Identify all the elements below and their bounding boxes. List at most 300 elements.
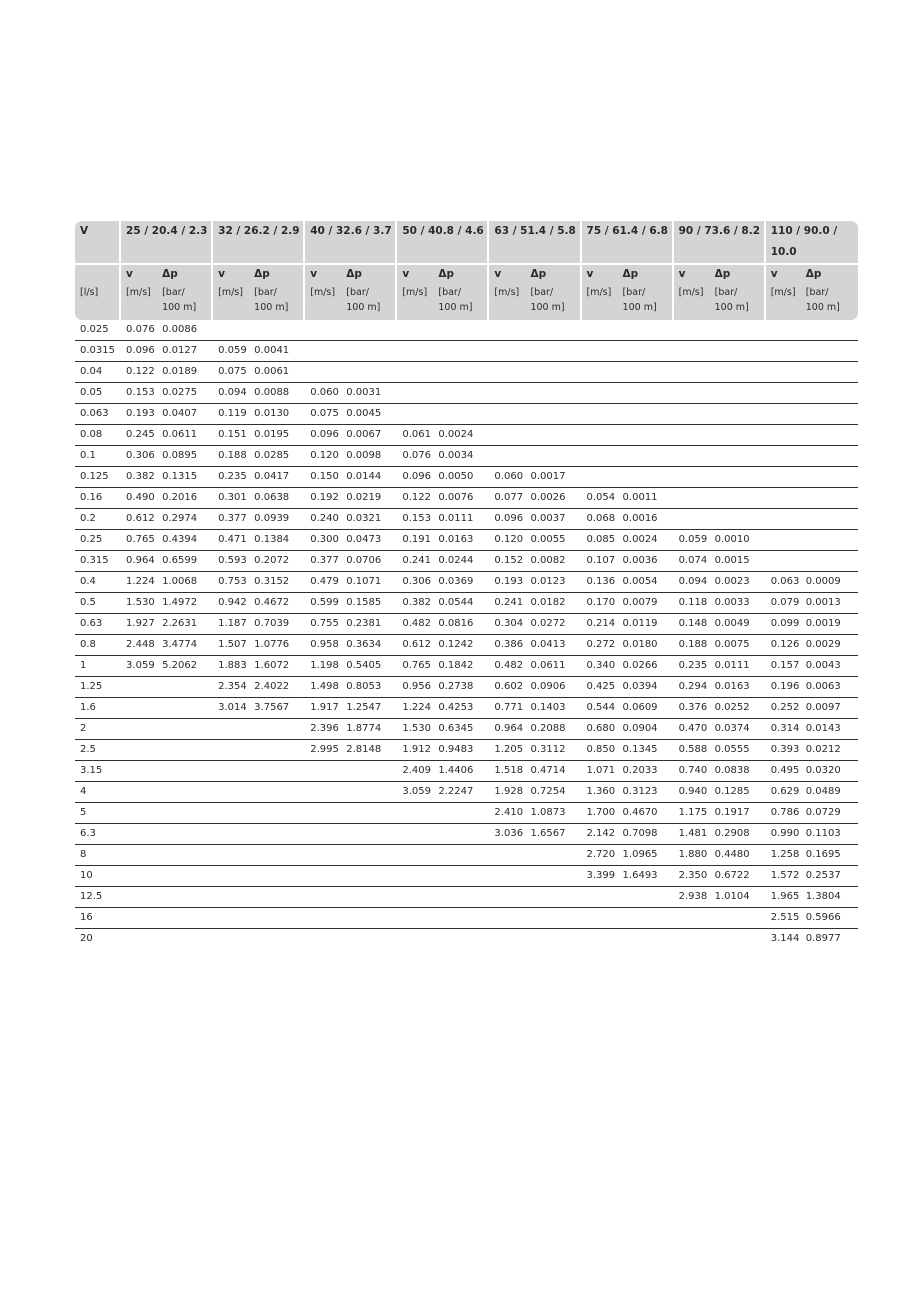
velocity-cell: 0.753 xyxy=(211,572,249,593)
velocity-cell: 0.393 xyxy=(764,740,801,761)
velocity-cell: 0.188 xyxy=(211,446,249,467)
header-pressure-drop-2: Δp xyxy=(249,263,303,283)
pressure-drop-cell xyxy=(341,782,395,803)
header-pressure-unit-line1: [bar/ xyxy=(254,287,277,298)
velocity-cell: 0.425 xyxy=(580,677,618,698)
velocity-cell xyxy=(119,761,157,782)
pressure-drop-cell: 0.0023 xyxy=(710,572,764,593)
header-velocity-5: v xyxy=(487,263,525,283)
pressure-drop-cell xyxy=(157,698,211,719)
velocity-cell xyxy=(119,887,157,908)
velocity-cell xyxy=(119,782,157,803)
pressure-drop-cell xyxy=(801,530,858,551)
velocity-cell: 0.075 xyxy=(303,404,341,425)
velocity-cell xyxy=(580,929,618,949)
flow-rate-cell: 0.315 xyxy=(75,551,119,572)
header-pipe-size-3: 40 / 32.6 / 3.7 xyxy=(303,221,395,263)
pressure-drop-cell xyxy=(710,320,764,341)
pressure-drop-cell xyxy=(525,320,579,341)
velocity-cell xyxy=(672,929,710,949)
pressure-drop-cell: 3.4774 xyxy=(157,635,211,656)
velocity-cell: 1.572 xyxy=(764,866,801,887)
velocity-cell xyxy=(119,824,157,845)
velocity-cell xyxy=(764,383,801,404)
velocity-cell: 0.054 xyxy=(580,488,618,509)
pressure-drop-cell xyxy=(433,341,487,362)
header-velocity-8: v xyxy=(764,263,801,283)
velocity-cell: 1.700 xyxy=(580,803,618,824)
pressure-drop-cell xyxy=(157,803,211,824)
velocity-cell: 0.301 xyxy=(211,488,249,509)
velocity-cell: 1.198 xyxy=(303,656,341,677)
velocity-cell: 0.118 xyxy=(672,593,710,614)
header-velocity-unit-5: [m/s] xyxy=(487,283,525,320)
table-row xyxy=(75,740,858,761)
pressure-drop-cell xyxy=(525,446,579,467)
pressure-drop-cell: 0.0266 xyxy=(618,656,672,677)
pressure-drop-cell: 0.0555 xyxy=(710,740,764,761)
velocity-cell xyxy=(119,908,157,929)
velocity-cell: 0.314 xyxy=(764,719,801,740)
flow-rate-cell: 0.05 xyxy=(75,383,119,404)
velocity-cell: 1.530 xyxy=(119,593,157,614)
velocity-cell: 0.629 xyxy=(764,782,801,803)
pressure-drop-cell xyxy=(341,887,395,908)
velocity-cell: 1.224 xyxy=(395,698,433,719)
pressure-drop-cell xyxy=(341,845,395,866)
pressure-drop-cell xyxy=(525,908,579,929)
header-velocity-6: v xyxy=(580,263,618,283)
velocity-cell: 0.272 xyxy=(580,635,618,656)
velocity-cell: 3.144 xyxy=(770,933,800,944)
velocity-cell xyxy=(395,362,433,383)
velocity-cell: 0.240 xyxy=(303,509,341,530)
velocity-cell: 0.599 xyxy=(303,593,341,614)
velocity-cell: 0.076 xyxy=(395,446,433,467)
velocity-cell: 0.075 xyxy=(211,362,249,383)
pressure-drop-cell: 1.4972 xyxy=(157,593,211,614)
header-pressure-unit-line1: [bar/ xyxy=(805,287,829,298)
velocity-cell: 0.096 xyxy=(303,425,341,446)
velocity-cell: 0.490 xyxy=(119,488,157,509)
pressure-drop-cell: 0.0079 xyxy=(618,593,672,614)
velocity-cell: 0.060 xyxy=(487,467,525,488)
velocity-cell: 0.214 xyxy=(580,614,618,635)
pressure-drop-cell: 0.0063 xyxy=(801,677,858,698)
pressure-drop-cell: 0.0706 xyxy=(341,551,395,572)
pressure-drop-cell: 0.0067 xyxy=(341,425,395,446)
velocity-cell: 0.063 xyxy=(764,572,801,593)
flow-rate-cell: 0.5 xyxy=(75,593,119,614)
velocity-cell xyxy=(119,719,157,740)
pressure-drop-cell: 0.8053 xyxy=(341,677,395,698)
velocity-cell: 0.119 xyxy=(211,404,249,425)
header-pipe-size-7: 90 / 73.6 / 8.2 xyxy=(672,221,764,263)
pressure-drop-cell: 0.0611 xyxy=(157,425,211,446)
velocity-cell xyxy=(395,341,433,362)
velocity-cell: 0.588 xyxy=(672,740,710,761)
pressure-drop-cell: 0.0075 xyxy=(710,635,764,656)
velocity-cell: 0.304 xyxy=(487,614,525,635)
flow-rate-cell: 2.5 xyxy=(75,740,119,761)
table-row xyxy=(75,488,858,509)
pressure-drop-cell: 0.1315 xyxy=(157,467,211,488)
velocity-cell: 0.096 xyxy=(395,467,433,488)
header-pressure-unit-line1: [bar/ xyxy=(162,287,185,298)
pressure-drop-cell: 0.0374 xyxy=(710,719,764,740)
velocity-cell: 0.958 xyxy=(303,635,341,656)
velocity-cell xyxy=(395,887,433,908)
pressure-drop-cell: 0.0024 xyxy=(433,425,487,446)
header-pressure-drop-5: Δp xyxy=(525,263,579,283)
velocity-cell: 0.085 xyxy=(580,530,618,551)
velocity-cell: 0.120 xyxy=(487,530,525,551)
table-row xyxy=(75,803,858,824)
pressure-drop-cell: 0.0026 xyxy=(525,488,579,509)
velocity-cell xyxy=(672,404,710,425)
velocity-cell: 0.765 xyxy=(395,656,433,677)
header-pressure-drop-8: Δp xyxy=(801,263,858,283)
velocity-cell: 0.252 xyxy=(764,698,801,719)
velocity-cell: 1.917 xyxy=(303,698,341,719)
pressure-drop-cell: 0.0489 xyxy=(801,782,858,803)
velocity-cell xyxy=(672,341,710,362)
velocity-cell: 1.880 xyxy=(672,845,710,866)
velocity-cell xyxy=(487,341,525,362)
pressure-drop-cell xyxy=(710,383,764,404)
velocity-cell: 0.122 xyxy=(395,488,433,509)
velocity-cell xyxy=(580,362,618,383)
velocity-cell xyxy=(303,362,341,383)
pressure-drop-cell: 0.4714 xyxy=(525,761,579,782)
table-row xyxy=(75,446,858,467)
flow-rate-cell: 0.25 xyxy=(75,530,119,551)
pressure-drop-cell xyxy=(525,845,579,866)
pressure-drop-cell: 0.2908 xyxy=(710,824,764,845)
pressure-drop-cell xyxy=(618,341,672,362)
pressure-drop-cell: 0.0033 xyxy=(710,593,764,614)
velocity-cell: 0.126 xyxy=(764,635,801,656)
pressure-drop-cell: 0.0123 xyxy=(525,572,579,593)
velocity-cell xyxy=(672,467,710,488)
velocity-cell: 2.515 xyxy=(764,908,801,929)
velocity-cell xyxy=(303,824,341,845)
pressure-drop-cell: 0.0111 xyxy=(433,509,487,530)
pressure-drop-cell: 0.0013 xyxy=(801,593,858,614)
velocity-cell xyxy=(211,887,249,908)
pressure-drop-cell: 0.0029 xyxy=(801,635,858,656)
table-row xyxy=(75,509,858,530)
pressure-drop-cell: 0.0189 xyxy=(157,362,211,383)
pressure-drop-cell xyxy=(801,446,858,467)
velocity-cell xyxy=(580,467,618,488)
velocity-cell: 0.470 xyxy=(672,719,710,740)
pressure-drop-cell: 0.0244 xyxy=(433,551,487,572)
header-velocity-1: v xyxy=(119,263,157,283)
pressure-drop-cell: 0.0369 xyxy=(433,572,487,593)
table-row xyxy=(75,845,858,866)
velocity-cell xyxy=(580,446,618,467)
pressure-drop-cell xyxy=(801,404,858,425)
pressure-drop-cell: 0.0143 xyxy=(801,719,858,740)
pressure-drop-cell: 1.6493 xyxy=(618,866,672,887)
velocity-cell: 0.068 xyxy=(580,509,618,530)
header-velocity-unit-3: [m/s] xyxy=(303,283,341,320)
pressure-loss-table-container xyxy=(75,221,858,949)
pressure-drop-cell: 0.0017 xyxy=(525,467,579,488)
velocity-cell: 1.224 xyxy=(119,572,157,593)
velocity-cell: 2.142 xyxy=(580,824,618,845)
pressure-drop-cell: 0.0016 xyxy=(618,509,672,530)
pressure-drop-cell xyxy=(710,404,764,425)
velocity-cell: 0.157 xyxy=(764,656,801,677)
header-pressure-drop-7: Δp xyxy=(710,263,764,283)
velocity-cell: 1.175 xyxy=(672,803,710,824)
pressure-drop-cell xyxy=(801,320,858,341)
table-header xyxy=(75,221,858,320)
velocity-cell: 0.099 xyxy=(764,614,801,635)
pressure-drop-cell: 0.0097 xyxy=(801,698,858,719)
pressure-drop-cell xyxy=(157,740,211,761)
flow-rate-cell: 8 xyxy=(75,845,119,866)
velocity-cell: 2.410 xyxy=(487,803,525,824)
pressure-drop-cell xyxy=(801,551,858,572)
velocity-cell: 1.507 xyxy=(211,635,249,656)
pressure-drop-cell: 0.0609 xyxy=(618,698,672,719)
velocity-cell xyxy=(487,845,525,866)
velocity-cell xyxy=(764,341,801,362)
header-flow-label: V xyxy=(75,221,119,263)
velocity-cell xyxy=(211,320,249,341)
velocity-cell: 2.938 xyxy=(672,887,710,908)
table-row xyxy=(75,761,858,782)
pressure-drop-cell: 1.2547 xyxy=(341,698,395,719)
velocity-cell: 0.191 xyxy=(395,530,433,551)
header-pipe-size-8: 110 / 90.0 / 10.0 xyxy=(764,221,858,263)
velocity-cell: 0.096 xyxy=(487,509,525,530)
pressure-drop-cell xyxy=(157,845,211,866)
pressure-drop-cell: 1.3804 xyxy=(801,887,858,908)
pressure-drop-cell xyxy=(157,719,211,740)
pressure-drop-cell xyxy=(710,929,764,949)
header-pipe-size-2: 32 / 26.2 / 2.9 xyxy=(211,221,303,263)
velocity-cell: 0.153 xyxy=(395,509,433,530)
pressure-drop-cell: 0.0011 xyxy=(618,488,672,509)
flow-rate-cell: 6.3 xyxy=(75,824,119,845)
header-pressure-unit-line2: 100 m] xyxy=(254,302,289,313)
velocity-cell xyxy=(395,908,433,929)
pressure-drop-cell: 0.0272 xyxy=(525,614,579,635)
pressure-drop-cell: 0.0043 xyxy=(801,656,858,677)
velocity-cell xyxy=(395,824,433,845)
velocity-cell: 0.192 xyxy=(303,488,341,509)
flow-rate-cell: 0.08 xyxy=(75,425,119,446)
header-pressure-unit-line2: 100 m] xyxy=(162,302,197,313)
pressure-drop-cell: 2.2631 xyxy=(157,614,211,635)
flow-rate-cell: 0.4 xyxy=(75,572,119,593)
velocity-cell: 3.399 xyxy=(580,866,618,887)
velocity-cell xyxy=(580,383,618,404)
velocity-cell xyxy=(395,383,433,404)
velocity-cell: 2.350 xyxy=(672,866,710,887)
pressure-drop-cell xyxy=(525,887,579,908)
pressure-drop-cell: 0.4394 xyxy=(157,530,211,551)
header-pressure-unit-3 xyxy=(341,283,395,320)
velocity-cell xyxy=(672,488,710,509)
velocity-cell: 0.061 xyxy=(395,425,433,446)
pressure-drop-cell xyxy=(618,446,672,467)
velocity-cell xyxy=(764,467,801,488)
pressure-drop-cell: 0.3634 xyxy=(341,635,395,656)
velocity-cell: 1.205 xyxy=(487,740,525,761)
table-row xyxy=(75,929,858,949)
pressure-drop-cell xyxy=(710,488,764,509)
pressure-drop-cell xyxy=(341,866,395,887)
pressure-drop-cell: 0.0180 xyxy=(618,635,672,656)
velocity-cell xyxy=(211,866,249,887)
velocity-cell xyxy=(395,866,433,887)
pressure-drop-cell xyxy=(157,866,211,887)
velocity-cell xyxy=(580,908,618,929)
pressure-drop-cell: 0.1695 xyxy=(801,845,858,866)
header-pressure-unit-line2: 100 m] xyxy=(346,302,381,313)
pressure-drop-cell: 0.7254 xyxy=(525,782,579,803)
velocity-cell: 0.964 xyxy=(119,551,157,572)
pressure-drop-cell: 0.2016 xyxy=(157,488,211,509)
pressure-drop-cell: 0.1103 xyxy=(801,824,858,845)
velocity-cell xyxy=(672,446,710,467)
velocity-cell: 0.786 xyxy=(764,803,801,824)
velocity-cell xyxy=(211,824,249,845)
flow-rate-cell: 1.25 xyxy=(75,677,119,698)
velocity-cell: 1.360 xyxy=(580,782,618,803)
header-velocity-unit-8: [m/s] xyxy=(764,283,801,320)
pressure-drop-cell xyxy=(433,320,487,341)
velocity-cell xyxy=(764,362,801,383)
velocity-cell: 0.153 xyxy=(119,383,157,404)
pressure-drop-cell xyxy=(801,425,858,446)
pressure-drop-cell xyxy=(710,425,764,446)
table-row xyxy=(75,593,858,614)
header-pressure-drop-4: Δp xyxy=(433,263,487,283)
pressure-drop-cell xyxy=(525,866,579,887)
velocity-cell xyxy=(303,929,341,949)
velocity-cell xyxy=(211,782,249,803)
table-row xyxy=(75,614,858,635)
flow-rate-cell: 1.6 xyxy=(75,698,119,719)
pressure-drop-cell: 0.0045 xyxy=(341,404,395,425)
velocity-cell xyxy=(764,425,801,446)
velocity-cell: 0.294 xyxy=(672,677,710,698)
velocity-cell xyxy=(764,488,801,509)
velocity-cell xyxy=(395,320,433,341)
pressure-drop-cell: 0.0544 xyxy=(433,593,487,614)
header-pipe-size-1: 25 / 20.4 / 2.3 xyxy=(119,221,211,263)
velocity-cell: 0.193 xyxy=(487,572,525,593)
header-pressure-unit-6 xyxy=(618,283,672,320)
pressure-loss-table xyxy=(75,221,858,949)
pressure-drop-cell: 0.2088 xyxy=(525,719,579,740)
velocity-cell: 3.059 xyxy=(119,656,157,677)
pressure-drop-cell: 1.8774 xyxy=(341,719,395,740)
velocity-cell: 0.990 xyxy=(764,824,801,845)
pressure-drop-cell xyxy=(618,320,672,341)
velocity-cell xyxy=(764,446,801,467)
pressure-drop-cell: 0.0904 xyxy=(618,719,672,740)
velocity-cell xyxy=(211,845,249,866)
pressure-drop-cell: 0.0054 xyxy=(618,572,672,593)
pressure-drop-cell: 0.0010 xyxy=(710,530,764,551)
pressure-drop-cell: 0.1917 xyxy=(710,803,764,824)
velocity-cell xyxy=(672,509,710,530)
velocity-cell: 1.187 xyxy=(211,614,249,635)
pressure-drop-cell: 0.1585 xyxy=(341,593,395,614)
velocity-cell xyxy=(764,509,801,530)
velocity-cell: 0.074 xyxy=(672,551,710,572)
pressure-drop-cell: 0.0939 xyxy=(249,509,303,530)
pressure-drop-cell: 0.6599 xyxy=(157,551,211,572)
pressure-drop-cell: 0.0082 xyxy=(525,551,579,572)
flow-rate-cell: 2 xyxy=(75,719,119,740)
velocity-cell: 0.076 xyxy=(119,320,157,341)
table-row xyxy=(75,425,858,446)
pressure-drop-cell: 0.0019 xyxy=(801,614,858,635)
velocity-cell xyxy=(395,803,433,824)
velocity-cell xyxy=(580,320,618,341)
pressure-drop-cell xyxy=(710,509,764,530)
header-pipe-size-4: 50 / 40.8 / 4.6 xyxy=(395,221,487,263)
velocity-cell xyxy=(487,362,525,383)
pressure-drop-cell xyxy=(801,467,858,488)
velocity-cell: 2.448 xyxy=(119,635,157,656)
pressure-drop-cell: 0.8977 xyxy=(805,933,841,944)
velocity-cell: 0.765 xyxy=(119,530,157,551)
pressure-drop-cell: 1.4406 xyxy=(433,761,487,782)
header-pressure-unit-4 xyxy=(433,283,487,320)
pressure-drop-cell: 2.8148 xyxy=(341,740,395,761)
velocity-cell xyxy=(764,530,801,551)
velocity-cell: 0.188 xyxy=(672,635,710,656)
pressure-drop-cell xyxy=(249,929,303,949)
velocity-cell: 0.245 xyxy=(119,425,157,446)
header-pressure-unit-line1: [bar/ xyxy=(714,287,738,298)
pressure-drop-cell: 0.0417 xyxy=(249,467,303,488)
velocity-cell: 0.482 xyxy=(395,614,433,635)
velocity-cell xyxy=(211,719,249,740)
table-row xyxy=(75,698,858,719)
velocity-cell xyxy=(764,551,801,572)
velocity-cell xyxy=(580,887,618,908)
pressure-drop-cell xyxy=(801,362,858,383)
velocity-cell xyxy=(487,425,525,446)
table-row xyxy=(75,551,858,572)
header-velocity-3: v xyxy=(303,263,341,283)
table-row xyxy=(75,887,858,908)
pressure-drop-cell: 1.6072 xyxy=(249,656,303,677)
header-row-units xyxy=(75,283,858,320)
pressure-drop-cell xyxy=(433,404,487,425)
velocity-cell: 3.036 xyxy=(487,824,525,845)
pressure-drop-cell: 0.0320 xyxy=(801,761,858,782)
pressure-drop-cell xyxy=(433,908,487,929)
header-pressure-unit-8 xyxy=(801,283,858,320)
velocity-cell xyxy=(303,320,341,341)
flow-rate-cell: 0.125 xyxy=(75,467,119,488)
velocity-cell: 0.151 xyxy=(211,425,249,446)
velocity-cell xyxy=(119,803,157,824)
pressure-drop-cell: 0.0049 xyxy=(710,614,764,635)
pressure-drop-cell xyxy=(433,866,487,887)
